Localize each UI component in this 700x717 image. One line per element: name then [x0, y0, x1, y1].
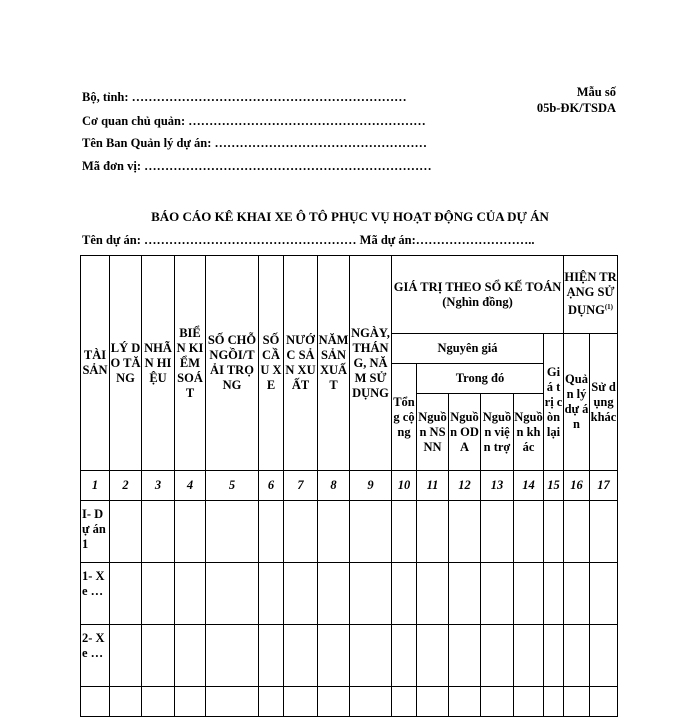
col-number: 6: [259, 471, 284, 501]
report-title: BÁO CÁO KÊ KHAI XE Ô TÔ PHỤC VỤ HOẠT ĐỘNG CỦA DỰ ÁN: [151, 209, 549, 224]
vehicle-report-table: [80, 255, 618, 717]
table-row: [81, 563, 618, 625]
col-header-other-use: Sử dụng khác: [590, 334, 618, 471]
col-number: 13: [481, 471, 514, 501]
current-use-note: (1): [604, 303, 613, 312]
col-header-original-cost: Nguyên giá: [392, 334, 544, 364]
col-header-oda: Nguồn ODA: [449, 394, 481, 471]
col-number: 4: [175, 471, 206, 501]
col-header-project-mgmt: Quản lý dự án: [564, 334, 590, 471]
col-header-axles: SỐ CẦU XE: [259, 256, 284, 471]
form-number-line2: 05b-ĐK/TSDA: [536, 101, 616, 115]
col-header-use-date: NGÀY, THÁNG, NĂM SỬ DỤNG: [350, 256, 392, 471]
table-row: [81, 501, 618, 563]
col-number: 3: [142, 471, 175, 501]
table-row: [81, 625, 618, 687]
col-number: 10: [392, 471, 417, 501]
col-header-total: Tổng cộng: [392, 364, 417, 471]
col-number: 15: [544, 471, 564, 501]
row-label: 1- Xe …: [81, 563, 110, 625]
project-name-dots: ……………………………………………: [144, 233, 360, 247]
col-number: 12: [449, 471, 481, 501]
header-field-label: Bộ, tỉnh:: [82, 90, 132, 104]
col-header-asset: TÀI SẢN: [81, 256, 110, 471]
col-header-accounting-value: GIÁ TRỊ THEO SỔ KẾ TOÁN (Nghìn đồng): [392, 256, 564, 334]
project-name-label: Tên dự án:: [82, 233, 145, 247]
header-field-agency: [82, 114, 426, 129]
col-number: 17: [590, 471, 618, 501]
col-number: 14: [514, 471, 544, 501]
col-header-current-use: [564, 256, 618, 334]
header-field-dots: ……………………………………………: [214, 136, 428, 150]
col-header-nsnn: Nguồn NSNN: [417, 394, 449, 471]
project-code-dots: ………………………..: [415, 233, 535, 247]
col-number: 7: [284, 471, 318, 501]
form-number: [537, 84, 616, 116]
col-header-remaining-value: Giá trị còn lại: [544, 334, 564, 471]
col-header-country: NƯỚC SẢN XUẤT: [284, 256, 318, 471]
col-number: 5: [206, 471, 259, 501]
table-row: [81, 687, 618, 717]
col-number: 2: [110, 471, 142, 501]
row-label: [81, 687, 110, 717]
col-number: 1: [81, 471, 110, 501]
project-line: [82, 233, 535, 248]
col-number: 9: [350, 471, 392, 501]
row-label: 2- Xe …: [81, 625, 110, 687]
header-field-unit-code: [82, 159, 432, 174]
col-number: 11: [417, 471, 449, 501]
header-field-dots: …………………………………………………………: [131, 90, 407, 104]
current-use-text: HIỆN TRẠNG SỬ DỤNG: [564, 270, 617, 318]
col-header-reason: LÝ DO TĂNG: [110, 256, 142, 471]
col-number: 16: [564, 471, 590, 501]
col-header-other-source: Nguồn khác: [514, 394, 544, 471]
col-number: 8: [318, 471, 350, 501]
project-code-label: Mã dự án:: [359, 233, 416, 247]
col-header-year: NĂM SẢN XUẤT: [318, 256, 350, 471]
header-field-ministry: [82, 90, 407, 105]
header-field-dots: …………………………………………………: [188, 114, 426, 128]
form-number-line1: Mẫu số: [576, 85, 616, 99]
col-header-of-which: Trong đó: [417, 364, 544, 394]
col-header-brand: NHÃN HIỆU: [142, 256, 175, 471]
col-header-seats: SỐ CHỖ NGỒI/TẢI TRỌNG: [206, 256, 259, 471]
header-field-label: Cơ quan chủ quản:: [82, 114, 189, 128]
header-field-label: Tên Ban Quản lý dự án:: [82, 136, 215, 150]
row-label: I- Dự án 1: [81, 501, 110, 563]
col-header-plate: BIỂN KIỂM SOÁT: [175, 256, 206, 471]
header-field-pmu: [82, 136, 427, 151]
header-field-label: Mã đơn vị:: [82, 159, 145, 173]
col-header-aid: Nguồn viện trợ: [481, 394, 514, 471]
header-field-dots: ……………………………………………………………: [144, 159, 432, 173]
